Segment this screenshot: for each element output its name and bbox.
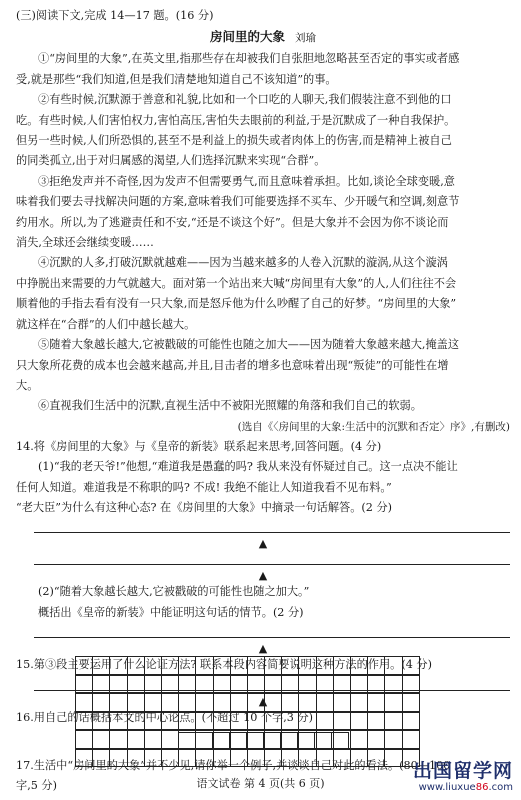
- grid-cell[interactable]: [350, 693, 368, 712]
- q14-sub1-line: 任何人知道。难道我是不称职的吗? 不成! 我绝不能让人知道我看不见布料。”: [16, 480, 392, 494]
- grid-cell[interactable]: [316, 656, 334, 675]
- grid-cell[interactable]: [333, 712, 351, 731]
- q14-sub2: [16, 582, 510, 623]
- grid-cell[interactable]: [161, 749, 179, 768]
- grid-cell[interactable]: [264, 712, 282, 731]
- grid-cell[interactable]: [298, 693, 316, 712]
- grid-cell[interactable]: [213, 749, 231, 768]
- grid-cell[interactable]: [333, 656, 351, 675]
- grid-cell[interactable]: [75, 712, 93, 731]
- grid-cell[interactable]: [109, 693, 127, 712]
- grid-cell[interactable]: [75, 656, 93, 675]
- grid-cell[interactable]: [161, 730, 179, 749]
- article-source: (选自《〈房间里的大象:生活中的沉默和否定〉序》,有删改): [237, 420, 510, 433]
- grid-cell[interactable]: [109, 730, 127, 749]
- q14-sub2-line: (2)“随着大象越长越大,它被戳破的可能性也随之加大。”: [38, 585, 310, 599]
- paragraph-line: ⑤随着大象越长越大,它被戳破的可能性也随之加大——因为随着大象越来越大,掩盖这: [38, 338, 460, 352]
- grid-cell[interactable]: [384, 712, 402, 731]
- paragraph-line: 约用水。所以,为了逃避责任和不安,“还是不谈这个好”。但是大象并不会因为你不谈论而: [16, 215, 449, 229]
- grid-cell[interactable]: [281, 656, 299, 675]
- grid-cell[interactable]: [127, 749, 145, 768]
- grid-cell[interactable]: [75, 749, 93, 768]
- grid-row: [75, 675, 439, 694]
- q14-sub2-line: 概括出《皇帝的新装》中能证明这句话的情节。(2 分): [38, 605, 304, 619]
- grid-cell[interactable]: [350, 712, 368, 731]
- q14-sub1-line: “老大臣”为什么有这种心态? 在《房间里的大象》中摘录一句话解答。(2 分): [16, 500, 393, 514]
- grid-cell[interactable]: [178, 712, 196, 731]
- grid-cell[interactable]: [367, 749, 385, 768]
- watermark-logo: [413, 760, 513, 793]
- q17-line: 字,5 分): [16, 779, 57, 793]
- grid-cell[interactable]: [178, 656, 196, 675]
- grid-cell[interactable]: [384, 656, 402, 675]
- grid-cell[interactable]: [264, 656, 282, 675]
- grid-cell[interactable]: [350, 656, 368, 675]
- grid-cell[interactable]: [161, 656, 179, 675]
- grid-cell[interactable]: [127, 712, 145, 731]
- watermark-brand: 出国留学网: [412, 760, 513, 782]
- grid-cell[interactable]: [298, 656, 316, 675]
- grid-cell[interactable]: [195, 730, 213, 749]
- grid-cell[interactable]: [92, 675, 110, 694]
- grid-cell[interactable]: [247, 730, 265, 749]
- paragraph-line: 吃。有些时候,人们害怕权力,害怕高压,害怕失去眼前的利益,于是沉默成了一种自我保护。: [16, 113, 456, 127]
- answer-line[interactable]: [16, 623, 510, 643]
- grid-cell[interactable]: [384, 730, 402, 749]
- grid-row: [75, 730, 439, 749]
- grid-cell[interactable]: [92, 730, 110, 749]
- grid-row: [75, 656, 439, 675]
- grid-cell[interactable]: [264, 730, 282, 749]
- grid-cell[interactable]: [127, 675, 145, 694]
- grid-cell[interactable]: [230, 675, 248, 694]
- grid-cell[interactable]: [298, 749, 316, 768]
- grid-cell[interactable]: [161, 693, 179, 712]
- grid-cell[interactable]: [247, 675, 265, 694]
- article-title-row: [16, 26, 510, 49]
- grid-cell[interactable]: [161, 675, 179, 694]
- grid-cell[interactable]: [230, 712, 248, 731]
- grid-cell[interactable]: [316, 749, 334, 768]
- paragraph-line: ⑥直视我们生活中的沉默,直视生活中不被阳光照耀的角落和我们自己的软弱。: [38, 399, 422, 413]
- grid-cell[interactable]: [333, 749, 351, 768]
- grid-cell[interactable]: [367, 730, 385, 749]
- grid-cell[interactable]: [402, 730, 420, 749]
- article-author: 刘瑜: [295, 32, 316, 45]
- section-header: (三)阅读下文,完成 14—17 题。(16 分): [16, 9, 214, 22]
- grid-cell[interactable]: [195, 749, 213, 768]
- grid-cell[interactable]: [92, 712, 110, 731]
- article-title: 房间里的大象: [209, 29, 285, 45]
- q15-prompt: 15.第③段主要运用了什么论证方法? 联系本段内容简要说明这种方法的作用。(4 分): [16, 658, 432, 672]
- grid-cell[interactable]: [281, 693, 299, 712]
- grid-cell[interactable]: [109, 675, 127, 694]
- grid-cell[interactable]: [161, 712, 179, 731]
- paragraph-line: ②有些时候,沉默源于善意和礼貌,比如和一个口吃的人聊天,我们假装注意不到他的口: [38, 93, 452, 107]
- grid-cell[interactable]: [127, 656, 145, 675]
- answer-marker: ▲: [258, 694, 268, 708]
- paragraph-line: ③拒绝发声并不奇怪,因为发声不但需要勇气,而且意味着承担。比如,谈论全球变暖,意: [38, 174, 455, 188]
- grid-cell[interactable]: [178, 693, 196, 712]
- grid-cell[interactable]: [298, 675, 316, 694]
- grid-cell[interactable]: [213, 693, 231, 712]
- grid-cell[interactable]: [264, 693, 282, 712]
- grid-cell[interactable]: [367, 675, 385, 694]
- grid-cell[interactable]: [264, 675, 282, 694]
- grid-cell[interactable]: [178, 749, 196, 768]
- grid-cell[interactable]: [350, 675, 368, 694]
- grid-cell[interactable]: [213, 656, 231, 675]
- grid-cell[interactable]: [144, 749, 162, 768]
- grid-cell[interactable]: [127, 730, 145, 749]
- grid-cell[interactable]: [298, 730, 316, 749]
- grid-cell[interactable]: [213, 712, 231, 731]
- paragraph-line: 但另一些时候,人们所恐惧的,甚至不是利益上的损失或者肉体上的伤害,而是精神上被自己: [16, 134, 452, 148]
- grid-cell[interactable]: [213, 675, 231, 694]
- answer-line[interactable]: [16, 550, 510, 570]
- grid-cell[interactable]: [178, 675, 196, 694]
- grid-cell[interactable]: [350, 749, 368, 768]
- grid-cell[interactable]: [298, 712, 316, 731]
- grid-cell[interactable]: [384, 693, 402, 712]
- grid-cell[interactable]: [281, 730, 299, 749]
- grid-cell[interactable]: [109, 712, 127, 731]
- grid-cell[interactable]: [92, 693, 110, 712]
- grid-cell[interactable]: [264, 749, 282, 768]
- grid-cell[interactable]: [144, 693, 162, 712]
- grid-cell[interactable]: [316, 730, 334, 749]
- grid-cell[interactable]: [402, 693, 420, 712]
- grid-cell[interactable]: [247, 749, 265, 768]
- grid-cell[interactable]: [367, 656, 385, 675]
- grid-cell[interactable]: [367, 693, 385, 712]
- paragraph-line: 只大象所花费的成本也会越来越高,并且,目击者的增多也意味着出现“叛徒”的可能性在增: [16, 358, 449, 372]
- grid-row: [75, 693, 439, 712]
- paragraph-line: 就这样在“合群”的人们中越长越大。: [16, 317, 196, 331]
- paragraph-line: 消失,全球还会继续变暖……: [16, 236, 154, 250]
- grid-row: [75, 712, 439, 731]
- grid-cell[interactable]: [213, 730, 231, 749]
- grid-cell[interactable]: [109, 656, 127, 675]
- q17-writing-grid[interactable]: [75, 656, 439, 767]
- grid-cell[interactable]: [316, 693, 334, 712]
- grid-cell[interactable]: [367, 712, 385, 731]
- paragraph-line: ④沉默的人多,打破沉默就越难——因为当越来越多的人卷入沉默的漩涡,从这个漩涡: [38, 256, 448, 270]
- grid-row: [75, 749, 439, 768]
- grid-cell[interactable]: [75, 675, 93, 694]
- q17-line: 17.生活中“房间里的大象”并不少见,请你举一个例子,并谈谈自己对此的看法。(80—100: [16, 758, 451, 772]
- grid-cell[interactable]: [281, 749, 299, 768]
- grid-cell[interactable]: [92, 749, 110, 768]
- paragraph-line: 味着我们要去寻找解决问题的方案,意味着我们可能要选择不买车、少开暖气和空调,刻意节: [16, 195, 460, 209]
- grid-cell[interactable]: [316, 675, 334, 694]
- q14-sub1: [16, 457, 510, 518]
- grid-cell[interactable]: [384, 675, 402, 694]
- grid-cell[interactable]: [230, 693, 248, 712]
- grid-cell[interactable]: [230, 656, 248, 675]
- grid-cell[interactable]: [333, 675, 351, 694]
- grid-cell[interactable]: [144, 730, 162, 749]
- grid-cell[interactable]: [247, 712, 265, 731]
- grid-cell[interactable]: [92, 656, 110, 675]
- grid-cell[interactable]: [75, 693, 93, 712]
- grid-cell[interactable]: [127, 693, 145, 712]
- grid-cell[interactable]: [178, 730, 196, 749]
- watermark-url: www.liuxue86.com: [418, 782, 513, 793]
- q14-prompt: 14.将《房间里的大象》与《皇帝的新装》联系起来思考,回答问题。(4 分): [16, 439, 382, 453]
- q16-prompt: 16.用自己的话概括本文的中心论点。(不超过 10 个字,3 分): [16, 710, 314, 724]
- page-footer: 语文试卷 第 4 页(共 6 页): [196, 777, 325, 790]
- answer-line[interactable]: [16, 518, 510, 538]
- grid-cell[interactable]: [75, 730, 93, 749]
- paragraph-line: 顺着他的手指去看有没有一只大象,而是怒斥他为什么吵醒了自己的好梦。“房间里的大象”: [16, 297, 457, 311]
- answer-marker: ▲: [258, 569, 268, 583]
- grid-cell[interactable]: [195, 712, 213, 731]
- grid-cell[interactable]: [230, 730, 248, 749]
- grid-cell[interactable]: [230, 749, 248, 768]
- paragraph-line: 的同类孤立,出于对归属感的渴望,人们选择沉默来实现“合群”。: [16, 154, 326, 168]
- grid-cell[interactable]: [144, 712, 162, 731]
- grid-cell[interactable]: [281, 675, 299, 694]
- grid-cell[interactable]: [281, 712, 299, 731]
- grid-cell[interactable]: [333, 693, 351, 712]
- grid-cell[interactable]: [195, 656, 213, 675]
- grid-cell[interactable]: [195, 675, 213, 694]
- grid-cell[interactable]: [195, 693, 213, 712]
- answer-marker: ▲: [258, 537, 268, 551]
- grid-cell[interactable]: [144, 675, 162, 694]
- paragraph-line: 中挣脱出来需要的力气就越大。面对第一个站出来大喊“房间里有大象”的人,人们往往不会: [16, 276, 457, 290]
- grid-cell[interactable]: [402, 656, 420, 675]
- grid-cell[interactable]: [316, 712, 334, 731]
- grid-cell[interactable]: [384, 749, 402, 768]
- article-body: [16, 49, 510, 416]
- grid-cell[interactable]: [350, 730, 368, 749]
- grid-cell[interactable]: [402, 712, 420, 731]
- grid-cell[interactable]: [109, 749, 127, 768]
- grid-cell[interactable]: [247, 656, 265, 675]
- grid-cell[interactable]: [247, 693, 265, 712]
- grid-cell[interactable]: [144, 656, 162, 675]
- paragraph-line: 受,就是那些“我们知道,但是我们清楚地知道自己不该知道”的事。: [16, 72, 337, 86]
- grid-cell[interactable]: [333, 730, 351, 749]
- paragraph-line: 大。: [16, 378, 39, 392]
- answer-marker: ▲: [258, 642, 268, 656]
- paragraph-line: ①“房间里的大象”,在英文里,指那些存在却被我们自张胆地忽略甚至否定的事实或者感: [38, 52, 460, 66]
- grid-cell[interactable]: [402, 675, 420, 694]
- q14-sub1-line: (1)“我的老天爷!”他想,“难道我是愚蠢的吗? 我从来没有怀疑过自己。这一点决不能让: [38, 460, 458, 474]
